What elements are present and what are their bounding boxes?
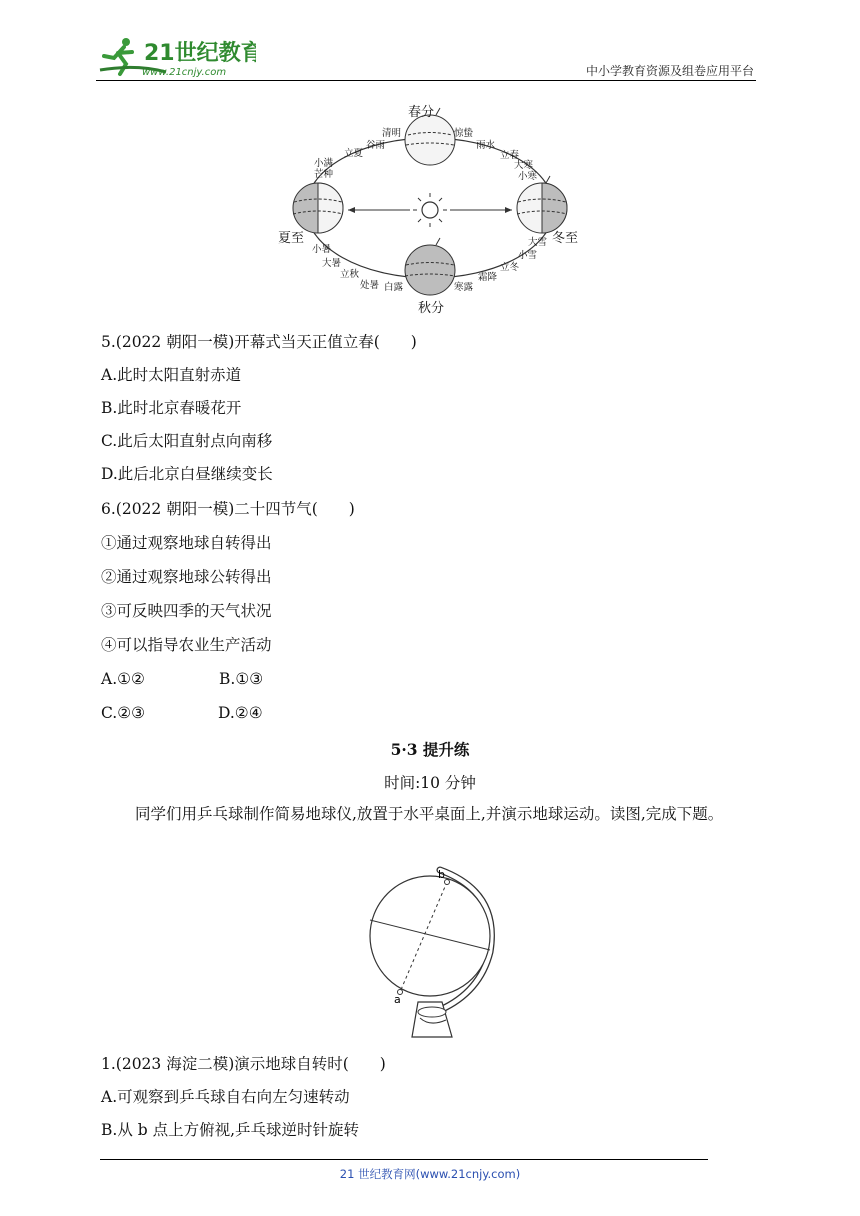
earth-winter <box>517 176 567 233</box>
q5-option-b[interactable]: B.此时北京春暖花开 <box>101 399 242 417</box>
section-time: 时间:10 分钟 <box>384 774 476 792</box>
label-lichun: 立春 <box>500 150 520 161</box>
q6-item-2: ②通过观察地球公转得出 <box>101 568 272 586</box>
label-daxue: 大雪 <box>528 237 548 248</box>
header-rule <box>96 80 756 81</box>
section-intro: 同学们用乒乓球制作简易地球仪,放置于水平桌面上,并演示地球运动。读图,完成下题。 <box>135 805 724 823</box>
label-yushui: 雨水 <box>476 140 496 151</box>
label-spring-equinox: 春分 <box>408 105 435 120</box>
q6-item-1: ①通过观察地球自转得出 <box>101 534 272 552</box>
label-xiaoman: 小满 <box>314 158 334 169</box>
label-xiaohan: 小寒 <box>518 171 538 182</box>
q6-option-a[interactable]: A.①② <box>101 670 145 688</box>
q5-option-c[interactable]: C.此后太阳直射点向南移 <box>101 432 273 450</box>
q6-option-c[interactable]: C.②③ <box>101 704 146 722</box>
label-shuangjiang: 霜降 <box>478 272 498 283</box>
label-xiaoshu: 小暑 <box>312 244 332 255</box>
earth-autumn <box>405 238 455 295</box>
q1-stem: 1.(2023 海淀二模)演示地球自转时( ) <box>101 1055 386 1073</box>
q5-option-a[interactable]: A.此时太阳直射赤道 <box>101 366 242 384</box>
logo-url-text: www.21cnjy.com <box>142 67 227 78</box>
label-lidong: 立冬 <box>500 262 520 273</box>
footer-text[interactable]: 21 世纪教育网(www.21cnjy.com) <box>339 1167 521 1181</box>
footer-rule <box>100 1159 708 1160</box>
section-title: 5·3 提升练 <box>390 740 470 759</box>
q6-stem: 6.(2022 朝阳一模)二十四节气( ) <box>101 500 355 518</box>
q6-item-3: ③可反映四季的天气状况 <box>101 602 272 620</box>
label-guyu: 谷雨 <box>366 140 386 151</box>
q5-option-d[interactable]: D.此后北京白昼继续变长 <box>101 465 273 483</box>
header-platform-text: 中小学教育资源及组卷应用平台 <box>585 64 754 78</box>
q6-item-4: ④可以指导农业生产活动 <box>101 636 272 654</box>
sun-icon <box>413 193 447 227</box>
label-bailu: 白露 <box>384 282 404 293</box>
q1-option-b[interactable]: B.从 b 点上方俯视,乒乓球逆时针旋转 <box>101 1121 360 1139</box>
q5-stem: 5.(2022 朝阳一模)开幕式当天正值立春( ) <box>101 333 417 351</box>
label-winter-solstice: 冬至 <box>552 231 579 246</box>
q1-option-a[interactable]: A.可观察到乒乓球自右向左匀速转动 <box>101 1088 350 1106</box>
logo-main-text: 21世纪教育 <box>144 41 256 66</box>
earth-summer <box>293 183 343 233</box>
label-lixia: 立夏 <box>344 148 364 159</box>
globe-label-a: a <box>394 993 401 1006</box>
label-xiaoxue: 小雪 <box>518 250 538 261</box>
label-chushu: 处暑 <box>360 280 380 291</box>
label-qingming: 清明 <box>382 128 402 139</box>
label-jingzhe: 惊蛰 <box>454 128 474 139</box>
label-mangzhong: 芒种 <box>314 169 334 180</box>
label-dashu: 大暑 <box>322 258 342 269</box>
label-liqiu: 立秋 <box>340 269 360 280</box>
globe-label-b: b <box>438 868 445 881</box>
globe-figure <box>360 862 510 1042</box>
label-autumn-equinox: 秋分 <box>418 301 445 316</box>
label-hanlu: 寒露 <box>454 282 474 293</box>
q6-option-d[interactable]: D.②④ <box>218 704 263 722</box>
site-logo <box>96 34 256 78</box>
label-summer-solstice: 夏至 <box>278 231 305 246</box>
label-dahan: 大寒 <box>514 160 534 171</box>
solar-terms-orbit-figure <box>278 100 598 320</box>
q6-option-b[interactable]: B.①③ <box>219 670 264 688</box>
